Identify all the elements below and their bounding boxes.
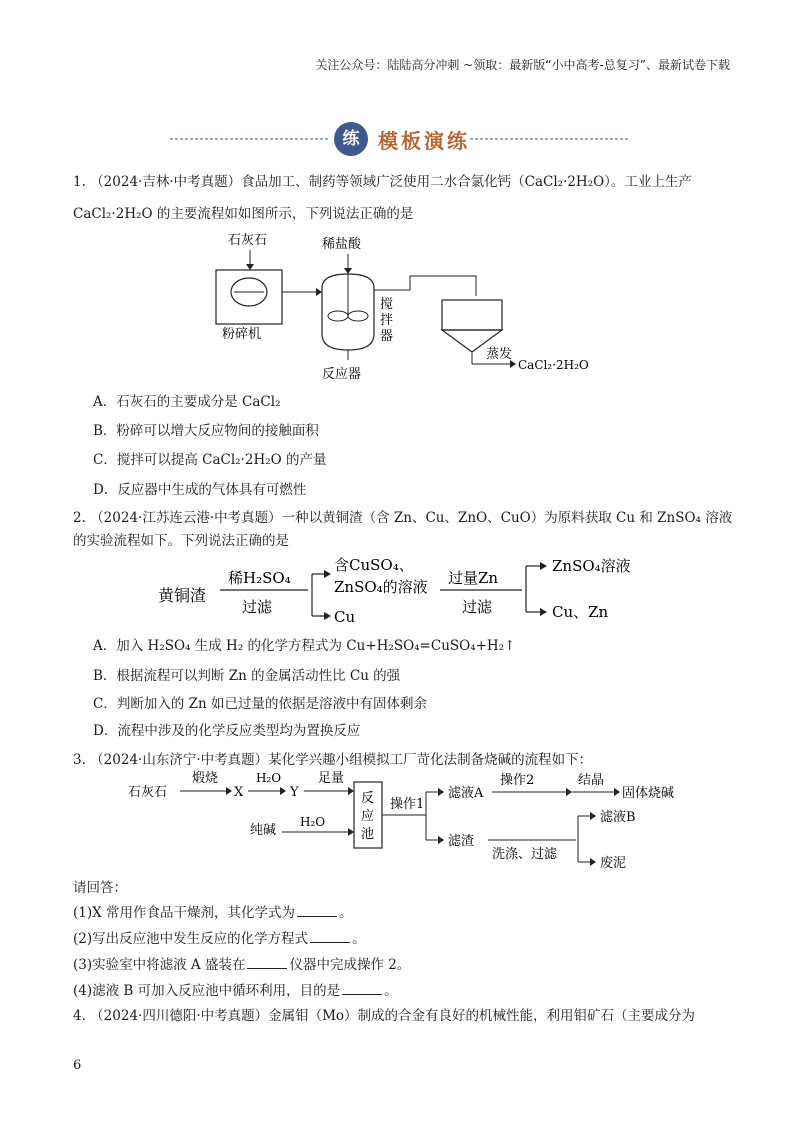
q2-label-reagent2: 过量Zn xyxy=(448,569,499,587)
q3-sub-3: (3)实验室中将滤液 A 盛装在 仪器中完成操作 2。 xyxy=(73,954,410,975)
q3-stem-line1: 3. （2024·山东济宁·中考真题）某化学兴趣小组模拟工厂苛化法制备烧碱的流程如下： xyxy=(73,752,593,768)
q3-label-crystal: 结晶 xyxy=(578,773,605,788)
q1-label-hcl: 稀盐酸 xyxy=(322,237,362,252)
page-header: 关注公众号：陆陆高分冲刺 ~领取：最新版“小中高考-总复习”、最新试卷下载 xyxy=(315,58,730,72)
q2-label-out2: Cu、Zn xyxy=(552,603,609,621)
q1-flow-diagram xyxy=(200,228,640,386)
banner-badge: 练 xyxy=(334,122,368,156)
q3-label-filtrate-a: 滤液A xyxy=(448,786,484,801)
q2-label-filter1: 过滤 xyxy=(242,598,273,616)
q3-sub-1: (1)X 常用作食品干燥剂，其化学式为 。 xyxy=(73,902,353,923)
q2-label-out1: ZnSO₄溶液 xyxy=(552,557,631,575)
q2-label-start: 黄铜渣 xyxy=(158,586,207,605)
q1-label-evaporate: 蒸发 xyxy=(486,347,513,362)
q2-stem-line1: 2. （2024·江苏连云港·中考真题）一种以黄铜渣（含 Zn、Cu、ZnO、CuO）为原料获取 Cu 和 ZnSO₄ 溶液 xyxy=(73,510,733,526)
q3-label-reactor1: 反 xyxy=(361,791,375,806)
q2-option-b[interactable]: B．根据流程可以判断 Zn 的金属活动性比 Cu 的强 xyxy=(93,668,401,684)
q2-option-a[interactable]: A．加入 H₂SO₄ 生成 H₂ 的化学方程式为 Cu+H₂SO₄=CuSO₄+H₂↑ xyxy=(93,638,516,654)
answer-blank-2[interactable] xyxy=(310,928,350,943)
q3-label-y: Y xyxy=(290,785,299,800)
q3-label-mud: 废泥 xyxy=(600,856,627,871)
q3-label-filtrate-b: 滤液B xyxy=(600,810,636,825)
q3-label-solid: 固体烧碱 xyxy=(622,786,675,801)
q2-label-cu: Cu xyxy=(334,608,356,626)
q3-label-calcine: 煅烧 xyxy=(192,771,219,786)
page-number: 6 xyxy=(73,1058,82,1073)
q1-label-stir1: 搅 xyxy=(380,297,394,312)
q2-option-c[interactable]: C．判断加入的 Zn 如已过量的依据是溶液中有固体剩余 xyxy=(93,696,427,712)
q2-stem-line2: 的实验流程如下。下列说法正确的是 xyxy=(73,533,289,549)
q2-label-mid2: ZnSO₄的溶液 xyxy=(334,578,428,596)
q1-label-crusher: 粉碎机 xyxy=(222,327,262,342)
q3-prompt: 请回答： xyxy=(73,880,127,896)
q1-option-a[interactable]: A．石灰石的主要成分是 CaCl₂ xyxy=(93,394,281,410)
q3-sub-4: (4)滤液 B 可加入反应池中循环利用，目的是 。 xyxy=(73,980,398,1001)
answer-blank-1[interactable] xyxy=(297,902,337,917)
q1-option-c[interactable]: C．搅拌可以提高 CaCl₂·2H₂O 的产量 xyxy=(93,452,327,468)
q3-label-h2o2: H₂O xyxy=(300,815,326,829)
answer-blank-3[interactable] xyxy=(247,954,287,969)
q3-label-op2: 操作2 xyxy=(500,773,535,788)
q3-flow-diagram xyxy=(120,770,720,876)
q3-sub-2: (2)写出反应池中发生反应的化学方程式 。 xyxy=(73,928,366,949)
q3-label-wash: 洗涤、过滤 xyxy=(492,847,558,862)
banner-title: 模板演练 xyxy=(378,129,470,153)
q3-label-reactor3: 池 xyxy=(361,827,375,842)
q1-label-product: CaCl₂·2H₂O xyxy=(518,358,589,372)
q2-flow-diagram xyxy=(150,552,660,628)
q1-label-stir2: 拌 xyxy=(380,313,394,328)
q3-label-x: X xyxy=(234,785,244,800)
q1-label-limestone: 石灰石 xyxy=(228,233,268,248)
q1-option-d[interactable]: D．反应器中生成的气体具有可燃性 xyxy=(93,482,307,498)
q2-label-reagent1: 稀H₂SO₄ xyxy=(228,569,291,587)
q1-evaporator xyxy=(442,300,502,330)
answer-blank-4[interactable] xyxy=(342,980,382,995)
q3-label-limestone: 石灰石 xyxy=(128,785,168,800)
q1-stem-line2: CaCl₂·2H₂O 的主要流程如如图所示，下列说法正确的是 xyxy=(73,206,414,222)
q1-stem-line1: 1. （2024·吉林·中考真题）食品加工、制药等领域广泛使用二水合氯化钙（CaCl₂·2H₂O）。工业上生产 xyxy=(73,174,692,190)
q3-label-enough: 足量 xyxy=(318,771,345,786)
q2-label-filter2: 过滤 xyxy=(462,598,493,616)
q1-label-reactor: 反应器 xyxy=(322,367,362,382)
q2-label-mid1: 含CuSO₄、 xyxy=(334,556,414,574)
q3-label-reactor2: 应 xyxy=(361,809,375,824)
q3-label-h2o1: H₂O xyxy=(256,771,282,785)
q3-label-residue: 滤渣 xyxy=(448,834,475,849)
q4-stem-line1: 4. （2024·四川德阳·中考真题）金属钼（Mo）制成的合金有良好的机械性能，利用钼矿石（主要成分为 xyxy=(73,1008,696,1024)
q3-label-soda: 纯碱 xyxy=(250,823,277,838)
q1-label-stir3: 器 xyxy=(380,329,394,344)
q1-option-b[interactable]: B．粉碎可以增大反应物间的接触面积 xyxy=(93,423,319,439)
q3-label-op1: 操作1 xyxy=(390,797,425,812)
q2-option-d[interactable]: D．流程中涉及的化学反应类型均为置换反应 xyxy=(93,723,361,739)
